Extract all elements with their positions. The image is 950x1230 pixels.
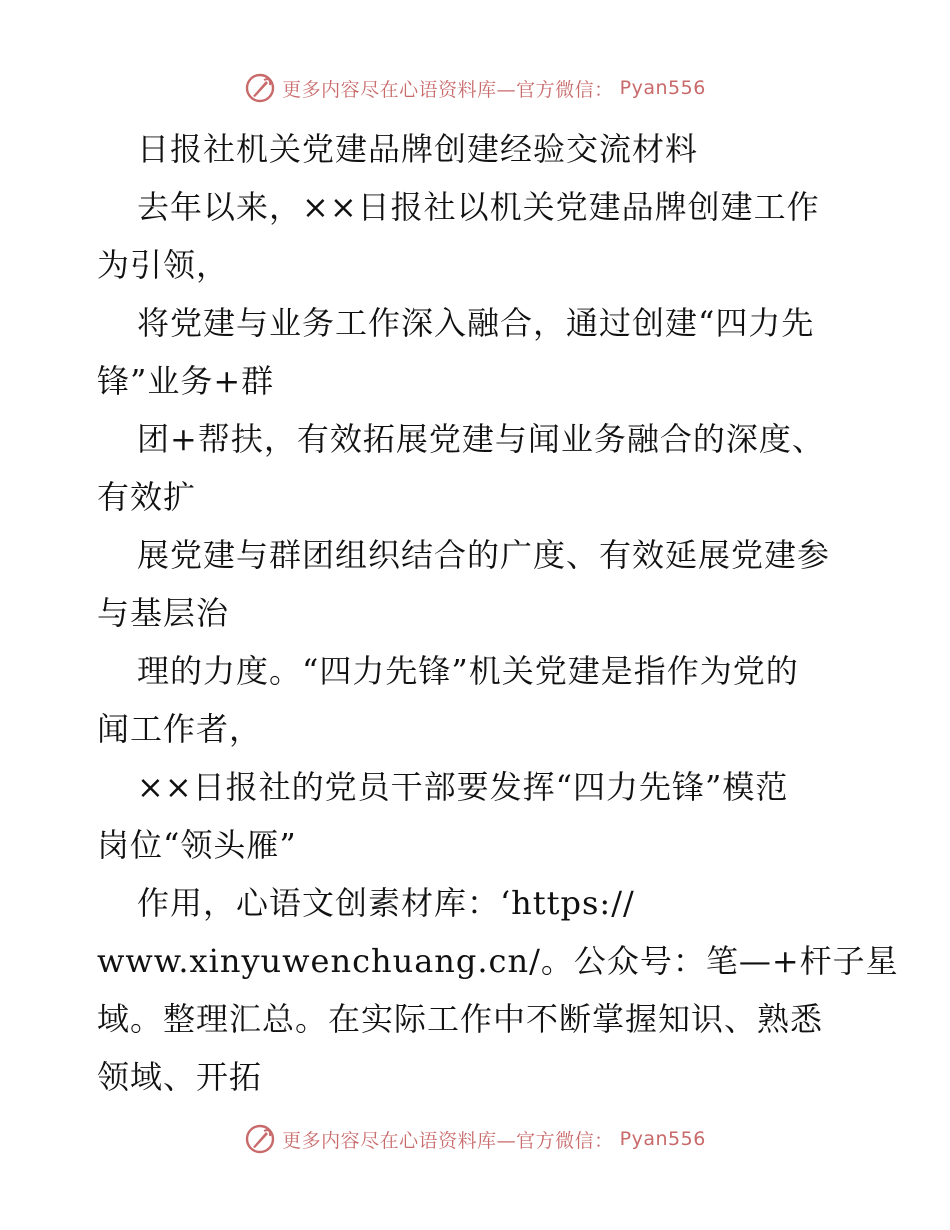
paragraph-line: 团+帮扶，有效拓展党建与闻业务融合的深度、 [137,420,825,458]
document-body [97,120,899,1106]
paragraph-line: 为引领， [97,246,230,284]
watermark-wechat-id: Pyan556 [619,77,706,99]
quill-pen-circle-icon [244,1123,276,1155]
watermark-text: 更多内容尽在心语资料库—官方微信： [282,78,614,101]
paragraph-line: 与基层治 [97,594,230,632]
paragraph-line: 展党建与群团组织结合的广度、有效延展党建参 [137,536,831,574]
paragraph-line: 闻工作者， [97,710,263,748]
watermark-wechat-id: Pyan556 [619,1128,706,1150]
paragraph-line: ××日报社的党员干部要发挥“四力先锋”模范 [137,768,789,806]
paragraph-line: 去年以来，××日报社以机关党建品牌创建工作 [137,188,820,226]
header-watermark [0,72,950,104]
quill-pen-circle-icon [244,72,276,104]
paragraph-line: 作用，心语文创素材库：‘https:// [137,884,635,922]
paragraph-line: 理的力度。“四力先锋”机关党建是指作为党的 [137,652,799,690]
paragraph-line-url: www.xinyuwenchuang.cn/。公众号：笔—+杆子星 [97,942,899,980]
paragraph-line: 将党建与业务工作深入融合，通过创建“四力先 [137,304,815,342]
paragraph-line: 领域、开拓 [97,1058,263,1096]
document-title: 日报社机关党建品牌创建经验交流材料 [137,130,699,168]
paragraph-line: 锋”业务+群 [97,362,275,400]
footer-watermark [0,1123,950,1155]
paragraph-line: 岗位“领头雁” [97,826,297,864]
paragraph-line: 有效扩 [97,478,197,516]
watermark-text: 更多内容尽在心语资料库—官方微信： [282,1129,614,1152]
paragraph-line: 域。整理汇总。在实际工作中不断掌握知识、熟悉 [97,1000,824,1038]
